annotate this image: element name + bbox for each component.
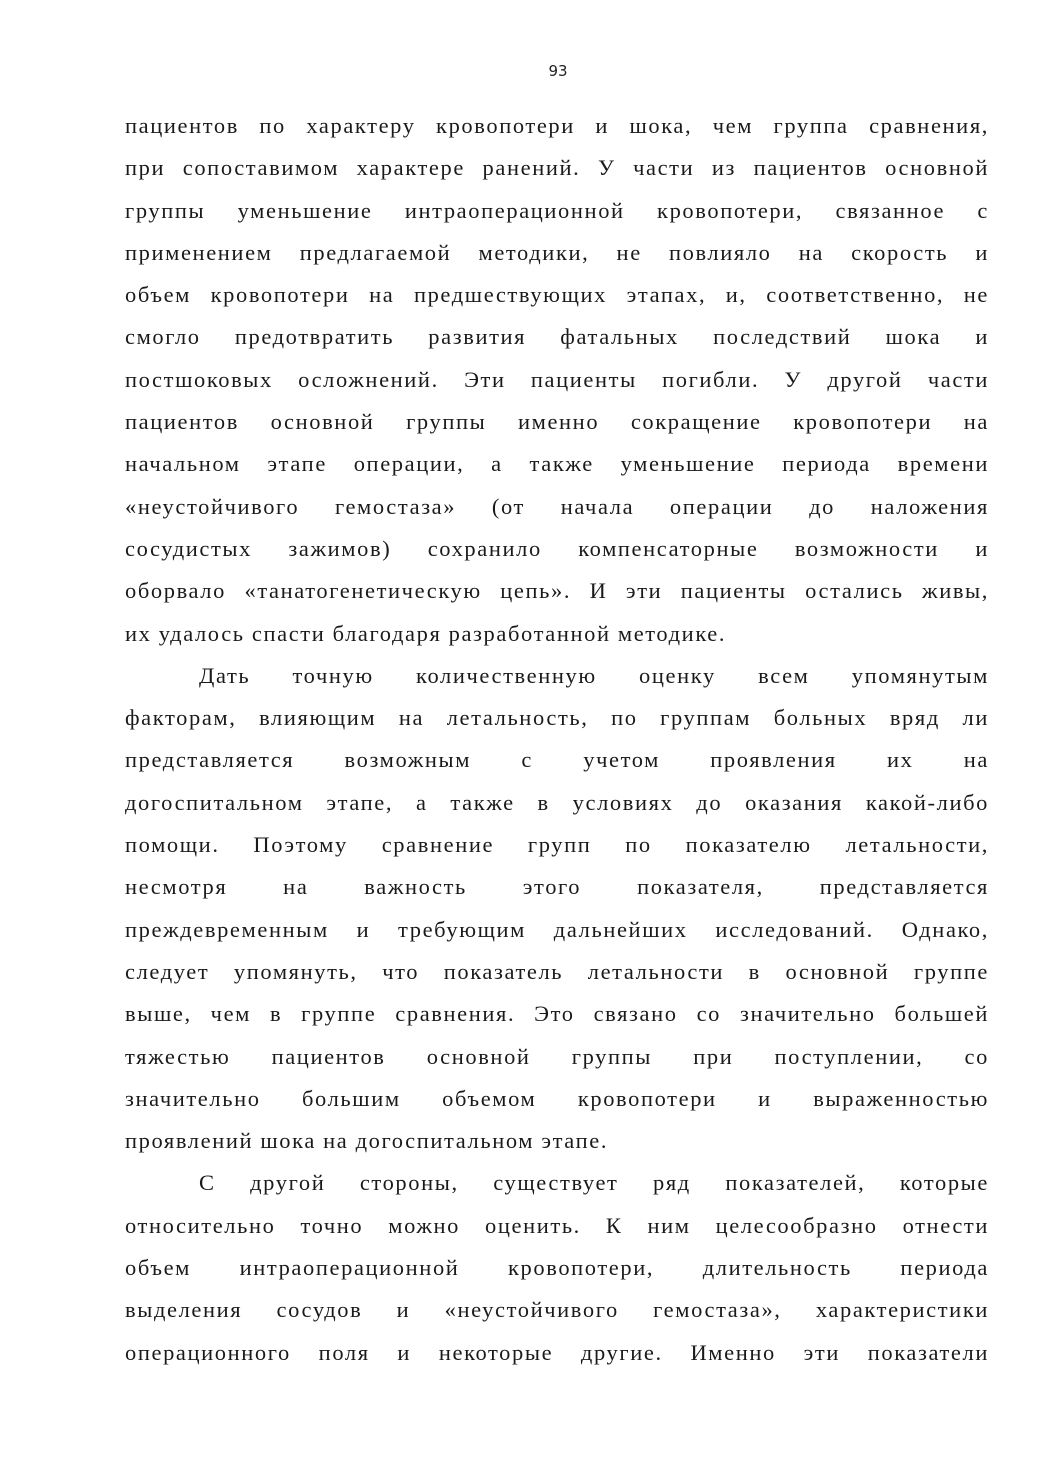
paragraph — [125, 1162, 989, 1373]
text-line: несмотря на важность этого показателя, представляется — [125, 874, 989, 900]
text-line: выше, чем в группе сравнения. Это связано со значительно большей — [125, 1001, 989, 1027]
text-line: операционного поля и некоторые другие. Именно эти показатели — [125, 1339, 989, 1365]
text-line: преждевременным и требующим дальнейших исследований. Однако, — [125, 916, 989, 942]
text-line: объем кровопотери на предшествующих этапах, и, соответственно, не — [125, 282, 989, 308]
text-line: применением предлагаемой методики, не повлияло на скорость и — [125, 239, 989, 265]
text-line: «неустойчивого гемостаза» (от начала операции до наложения — [125, 493, 989, 519]
text-line: постшоковых осложнений. Эти пациенты погибли. У другой части — [125, 366, 989, 392]
text-line: значительно большим объемом кровопотери и выраженностью — [125, 1085, 989, 1111]
text-line: помощи. Поэтому сравнение групп по показателю летальности, — [125, 832, 989, 858]
text-line: догоспитальном этапе, а также в условиях до оказания какой-либо — [125, 789, 989, 815]
text-line: Дать точную количественную оценку всем упомянутым — [199, 662, 989, 688]
text-line: выделения сосудов и «неустойчивого гемостаза», характеристики — [125, 1297, 989, 1323]
text-line: начальном этапе операции, а также уменьшение периода времени — [125, 451, 989, 477]
text-line: пациентов по характеру кровопотери и шока, чем группа сравнения, — [125, 113, 989, 138]
paragraph — [125, 655, 989, 1163]
text-line: тяжестью пациентов основной группы при поступлении, со — [125, 1043, 989, 1069]
text-line: их удалось спасти благодаря разработанной методике. — [125, 620, 727, 646]
text-line: пациентов основной группы именно сокращение кровопотери на — [125, 409, 989, 435]
text-line: следует упомянуть, что показатель летальности в основной группе — [125, 958, 989, 984]
text-line: оборвало «танатогенетическую цепь». И эти пациенты остались живы, — [125, 578, 989, 604]
text-line: сосудистых зажимов) сохранило компенсаторные возможности и — [125, 535, 989, 561]
paragraph — [125, 105, 989, 655]
text-line: С другой стороны, существует ряд показателей, которые — [199, 1170, 989, 1196]
text-line: относительно точно можно оценить. К ним целесообразно отнести — [125, 1212, 989, 1238]
text-line: группы уменьшение интраоперационной кровопотери, связанное с — [125, 197, 989, 223]
text-line: факторам, влияющим на летальность, по группам больных вряд ли — [125, 705, 989, 731]
body-text — [125, 105, 989, 1374]
text-line: объем интраоперационной кровопотери, длительность периода — [125, 1255, 989, 1281]
page-number: 93 — [548, 62, 568, 80]
text-line: представляется возможным с учетом проявления их на — [125, 747, 989, 773]
text-line: смогло предотвратить развития фатальных последствий шока и — [125, 324, 989, 350]
text-line: проявлений шока на догоспитальном этапе. — [125, 1128, 609, 1154]
text-line: при сопоставимом характере ранений. У части из пациентов основной — [125, 155, 989, 181]
